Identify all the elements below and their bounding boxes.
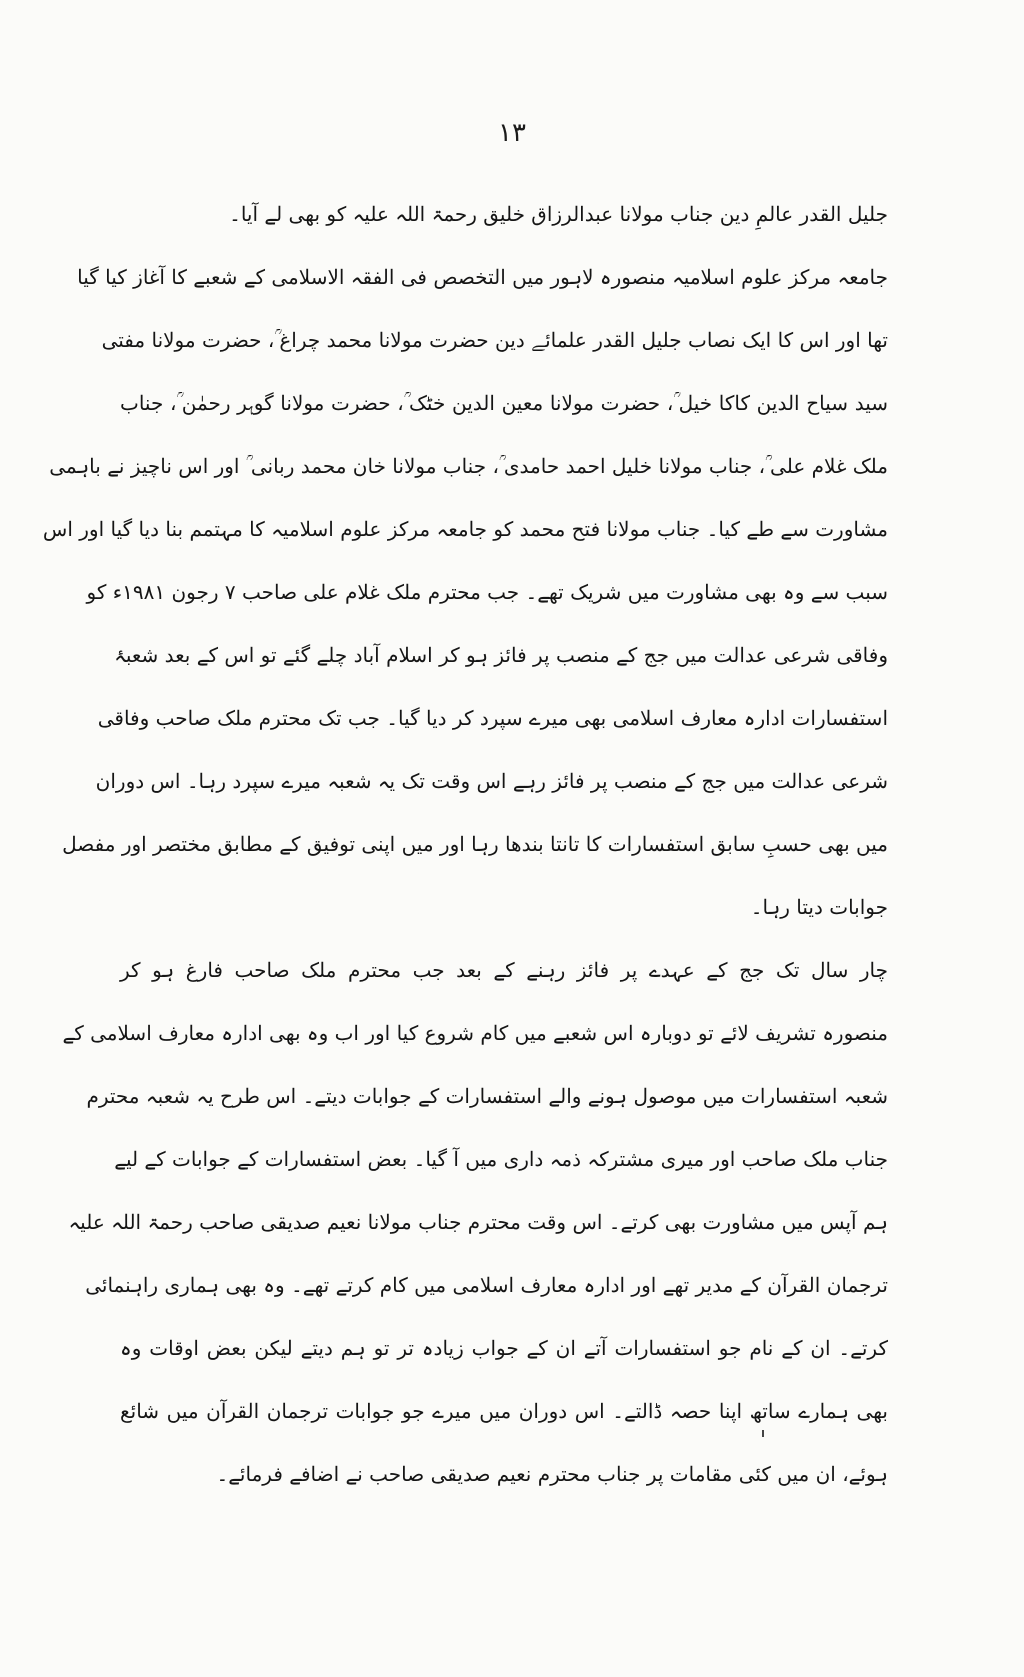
text-line: ہوئے، ان میں کئی مقامات پر جناب محترم نعیم صدیقی صاحب نے اضافے فرمائے۔ bbox=[216, 1462, 888, 1486]
text-line: سبب سے وہ بھی مشاورت میں شریک تھے۔ جب محترم ملک غلام علی صاحب ۷ رجون ۱۹۸۱ء کو bbox=[86, 580, 888, 604]
text-line: کرتے۔ ان کے نام جو استفسارات آتے ان کے جواب زیادہ تر تو ہم دیتے لیکن بعض اوقات وہ bbox=[120, 1336, 888, 1360]
text-line: ہم آپس میں مشاورت بھی کرتے۔ اس وقت محترم جناب مولانا نعیم صدیقی صاحب رحمۃ اللہ علیہ bbox=[68, 1210, 888, 1234]
text-line: جوابات دیتا رہا۔ bbox=[750, 895, 888, 919]
text-line: منصورہ تشریف لائے تو دوبارہ اس شعبے میں کام شروع کیا اور اب وہ بھی ادارہ معارف اسلامی کے bbox=[62, 1021, 888, 1045]
text-line: تھا اور اس کا ایک نصاب جلیل القدر علمائے دین حضرت مولانا محمد چراغ ؒ، حضرت مولانا مفتی bbox=[101, 328, 888, 352]
text-line: مشاورت سے طے کیا۔ جناب مولانا فتح محمد کو جامعہ مرکز علوم اسلامیہ کا مہتمم بنا دیا گیا اور اس bbox=[42, 517, 888, 541]
text-line: جلیل القدر عالمِ دین جناب مولانا عبدالرزاق خلیق رحمۃ اللہ علیہ کو بھی لے آیا۔ bbox=[229, 202, 888, 226]
page-number: ۱۳ bbox=[498, 118, 526, 148]
text-line: جامعہ مرکز علوم اسلامیہ منصورہ لاہور میں التخصص فی الفقہ الاسلامی کے شعبے کا آغاز کیا گیا bbox=[77, 265, 888, 289]
text-line: شعبہ استفسارات میں موصول ہونے والے استفسارات کے جوابات دیتے۔ اس طرح یہ شعبہ محترم bbox=[86, 1084, 888, 1108]
text-line: استفسارات ادارہ معارف اسلامی بھی میرے سپرد کر دیا گیا۔ جب تک محترم ملک صاحب وفاقی bbox=[97, 706, 888, 730]
text-line: بھی ہمارے ساتھ اپنا حصہ ڈالتے۔ اس دوران میں میرے جو جوابات ترجمان القرآن میں شائع bbox=[120, 1399, 888, 1423]
text-line: سید سیاح الدین کاکا خیل ؒ، حضرت مولانا معین الدین خٹک ؒ، حضرت مولانا گوہر رحمٰن ؒ، جناب bbox=[120, 391, 888, 415]
text-line: میں بھی حسبِ سابق استفسارات کا تانتا بندھا رہا اور میں اپنی توفیق کے مطابق مختصر اور مفصل bbox=[62, 832, 888, 856]
body-text bbox=[42, 183, 889, 1506]
text-line: جناب ملک صاحب اور میری مشترکہ ذمہ داری میں آ گیا۔ بعض استفسارات کے جوابات کے لیے bbox=[114, 1147, 888, 1171]
print-speck bbox=[762, 1430, 764, 1437]
text-line: وفاقی شرعی عدالت میں جج کے منصب پر فائز ہو کر اسلام آباد چلے گئے تو اس کے بعد شعبۂ bbox=[114, 643, 888, 667]
text-line: شرعی عدالت میں جج کے منصب پر فائز رہے اس وقت تک یہ شعبہ میرے سپرد رہا۔ اس دوران bbox=[95, 769, 888, 793]
text-line: ترجمان القرآن کے مدیر تھے اور ادارہ معارف اسلامی میں کام کرتے تھے۔ وہ بھی ہماری راہنمائی bbox=[85, 1273, 888, 1297]
text-line: چار سال تک جج کے عہدے پر فائز رہنے کے بعد جب محترم ملک صاحب فارغ ہو کر bbox=[120, 958, 889, 982]
text-line: ملک غلام علی ؒ، جناب مولانا خلیل احمد حامدی ؒ، جناب مولانا خان محمد ربانی ؒ اور اس ناچیز نے باہمی bbox=[49, 454, 888, 478]
